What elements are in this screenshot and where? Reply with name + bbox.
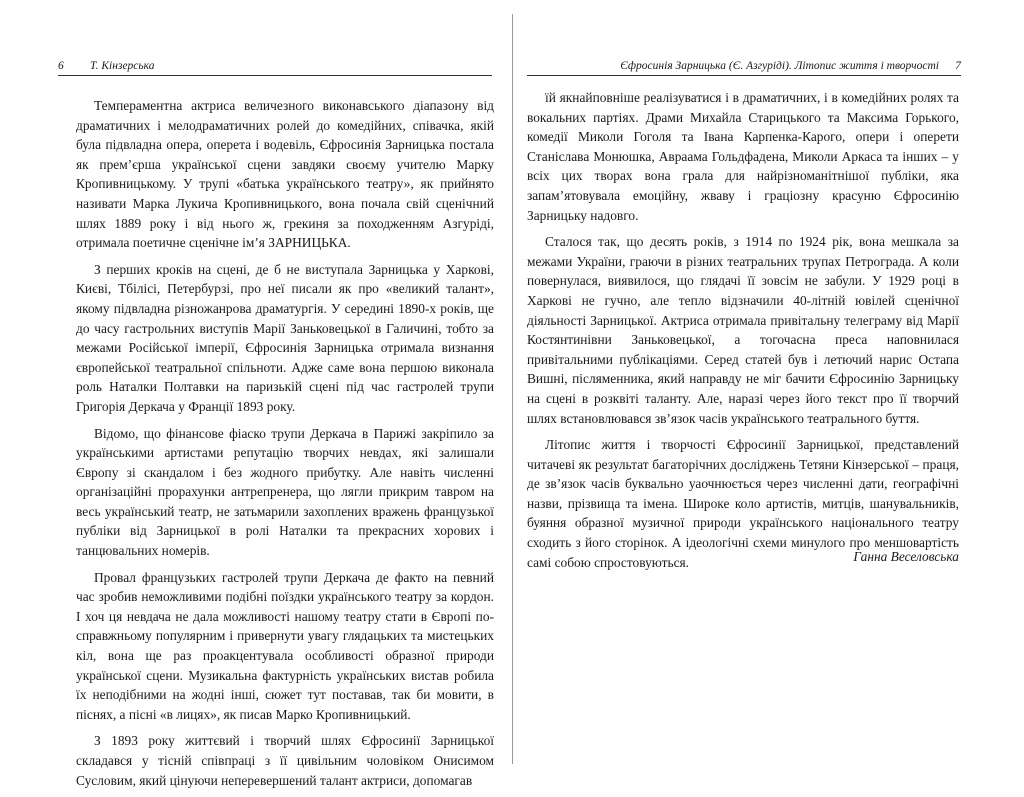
paragraph: їй якнайповніше реалізуватися і в драматичних, і в комедійних ролях та вокальних партіях. Драми Михайла Старицького та Максима Горького, комедії Миколи Гоголя та Івана Карпенка-Карого, опери і оперети Станіслава Монюшка, Авраама Гольдфадена, Миколи Аркаса та інших – у всіх цих творах вона грала для найрізноманітнішої публіки, яка запам’ятовувала емоційну, жваву і граціозну красуню Єфросинію Зарницьку надовго. — [527, 90, 959, 223]
paragraph: Сталося так, що десять років, з 1914 по 1924 рік, вона мешкала за межами України, граючи в різних театральних трупах Петрограда. А коли повернулася, виявилося, що глядачі її зовсім не забули. У 1929 році в Харкові не гучно, але тепло відзначили 40-літній ювілей сценічної діяльності Зарницької. Актриса отримала привітальну телеграму від Марії Костянтинівни Заньковецької, а тогочасна преса наповнилася привітальними публікаціями. Серед статей був і летючий нарис Остапа Вишні, післяменника, який направду не міг бачити Єфросинію Зарницьку на сцені в розквіті таланту. Але, наразі через його текст про її творчий шлях встановлювався зв’язок часів українського театрального буття. — [527, 234, 959, 426]
paragraph: Провал французьких гастролей трупи Деркача де факто на певний час зробив неможливими подібні поїздки українського театру за кордон. І хоч ця невдача не дала можливості нашому театру стати в Європі по-справжньому популярним і привернути увагу глядацьких та мистецьких кіл, вона ще раз проакцентувала особливості образної природи української сцени. Музикальна фактурність українських вистав робила їх неподібними на жодні інші, сюжет тут поставав, так би мовити, в піснях, а пісні «в лицях», як писав Марко Кропивницький. — [76, 569, 494, 722]
right-running-header — [527, 57, 961, 76]
left-running-head: Т. Кінзерська — [90, 60, 155, 72]
right-running-head: Єфросинія Зарницька (Є. Азгуріді). Літопис життя і творчості — [620, 60, 939, 72]
author-signature: Ганна Веселовська — [853, 549, 959, 564]
paragraph: Літопис життя і творчості Єфросинії Зарницької, представлений читачеві як результат багаторічних досліджень Тетяни Кінзерської – праця, де зв’язок часів буквально уаочнюється через численні дати, географічні назви, прізвища та імена. Широке коло артистів, митців, шанувальників, буяння образної музичної природи українського національного театру сходить з його сторінок. А ідеологічні схеми минулого про меншовартість самі собою спростовуються. — [527, 437, 959, 570]
left-page — [0, 0, 512, 788]
left-body-text — [76, 96, 494, 797]
paragraph: З 1893 року життєвий і творчий шлях Єфросинії Зарницької складався у тісній співпраці з її цивільним чоловіком Онисимом Сусловим, який цінуючи неперевершений талант актриси, допомагав — [76, 733, 494, 788]
right-page — [513, 0, 1024, 771]
left-running-header — [58, 57, 492, 76]
paragraph: З перших кроків на сцені, де б не виступала Зарницька у Харкові, Києві, Тбілісі, Петербурзі, про неї писали як про «великий талант», якому підвладна різножанрова драматургія. У середині 1890-х років, ще до часу гастрольних виступів Марії Заньковецької в Галичині, тобто за межами Російської імперії, Єфросинія Зарницька отримала визнання європейської театральної спільноти. Адже саме вона першою виконала роль Наталки Полтавки на паризькій сцені під час гастролей трупи Григорія Деркача у Франції 1893 року. — [76, 261, 494, 414]
paragraph: Темпераментна актриса величезного виконавського діапазону від драматичних і мелодраматичних ролей до комедійних, співачка, якій була підвладна опера, оперета і водевіль, Єфросинія Зарницька постала як прем’єрша української сцени завдяки своєму учителю Марку Кропивницькому. У трупі «батька українського театру», як прийнято називати Марка Лукича Кропивницького, вона почала свій сценічний шлях 1889 року і від нього ж, грекиня за походженням Азгуріді, отримала поетичне сценічне ім’я ЗАРНИЦЬКА. — [76, 98, 494, 251]
paragraph: Відомо, що фінансове фіаско трупи Деркача в Парижі закріпило за українськими артистами репутацію творчих невдах, які залишали Європу зі скандалом і без жодного прибутку. Але навіть численні організаційні прорахунки антрепренера, що лягли прикрим тавром на весь український театр, не затьмарили захоплених вражень французької публіки від Зарницької в ролі Наталки та прекрасних хорових і танцювальних номерів. — [76, 425, 494, 559]
left-page-number: 6 — [58, 60, 64, 72]
right-body-text — [527, 88, 959, 579]
right-page-number: 7 — [955, 60, 961, 72]
